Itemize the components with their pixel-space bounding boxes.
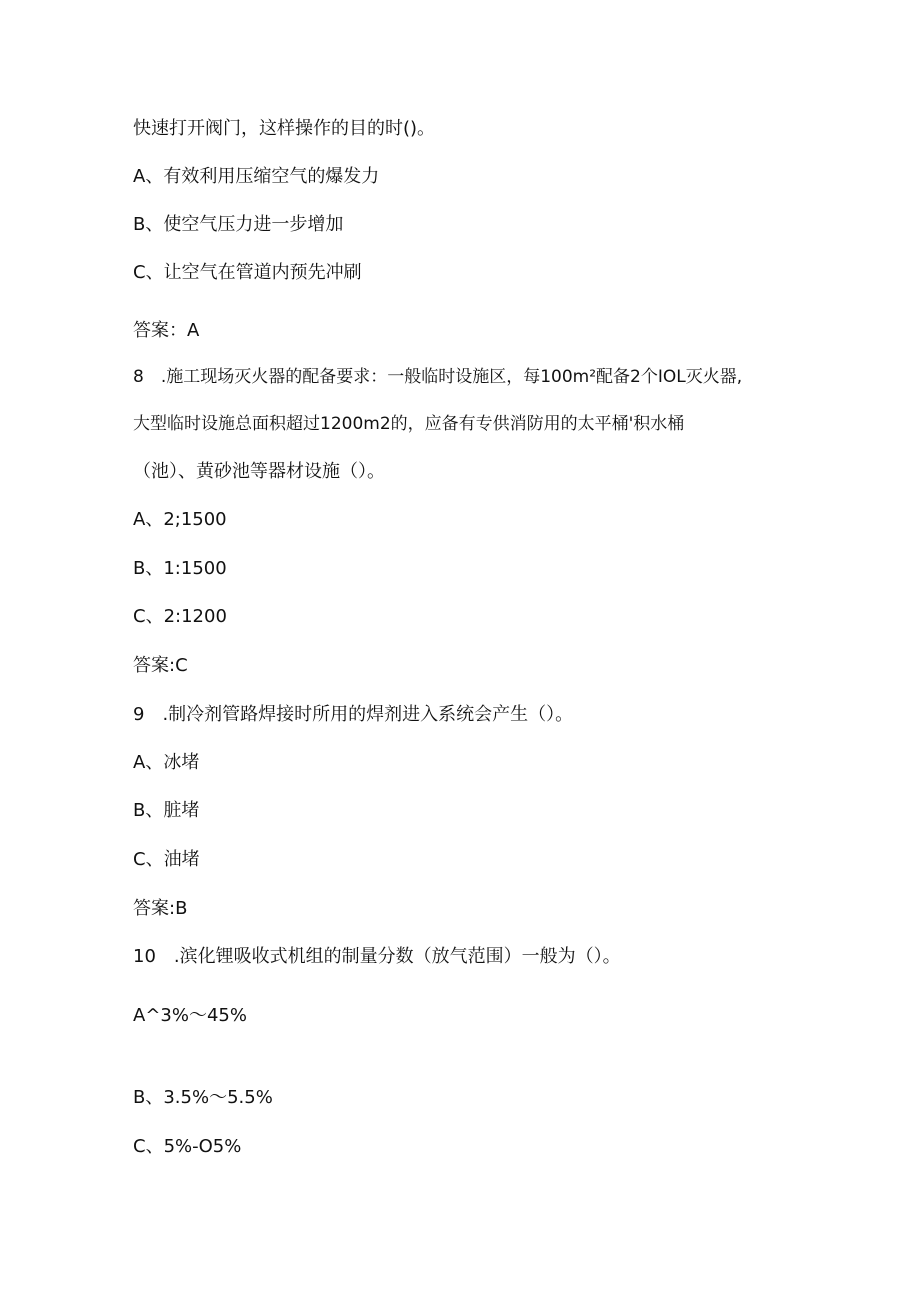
question-8-option-a: A、2;1500 bbox=[133, 509, 227, 530]
question-9-answer: 答案:B bbox=[133, 898, 188, 919]
question-7-option-b: B、使空气压力进一步增加 bbox=[133, 214, 344, 235]
question-10-option-c: C、5%-O5% bbox=[133, 1136, 242, 1157]
question-7-option-a: A、有效利用压缩空气的爆发力 bbox=[133, 166, 380, 187]
question-8-stem-line-2: 大型临时设施总面积超过1200m2的，应备有专供消防用的太平桶'积水桶 bbox=[133, 414, 685, 434]
question-9-stem: 9 .制冷剂管路焊接时所用的焊剂进入系统会产生（）。 bbox=[133, 704, 574, 725]
question-7-answer: 答案：A bbox=[133, 320, 200, 341]
question-8-answer: 答案:C bbox=[133, 655, 188, 676]
question-8-option-b: B、1:1500 bbox=[133, 558, 227, 579]
question-10-option-a: A^3%～45% bbox=[133, 1005, 247, 1026]
question-9-option-a: A、冰堵 bbox=[133, 752, 200, 773]
question-8-stem-line-3: （池）、黄砂池等器材设施（）。 bbox=[133, 461, 385, 482]
question-8-stem-line-1: 8 .施工现场灭火器的配备要求：一般临时设施区，每100m²配备2个IOL灭火器, bbox=[133, 367, 743, 387]
question-10-stem: 10 .滨化锂吸收式机组的制量分数（放气范围）一般为（）。 bbox=[133, 946, 621, 967]
question-9-option-b: B、脏堵 bbox=[133, 800, 200, 821]
question-8-option-c: C、2:1200 bbox=[133, 606, 227, 627]
question-7-stem-continued: 快速打开阀门，这样操作的目的时()。 bbox=[133, 118, 436, 139]
question-10-option-b: B、3.5%～5.5% bbox=[133, 1087, 273, 1108]
question-7-option-c: C、让空气在管道内预先冲刷 bbox=[133, 262, 362, 283]
question-9-option-c: C、油堵 bbox=[133, 849, 200, 870]
